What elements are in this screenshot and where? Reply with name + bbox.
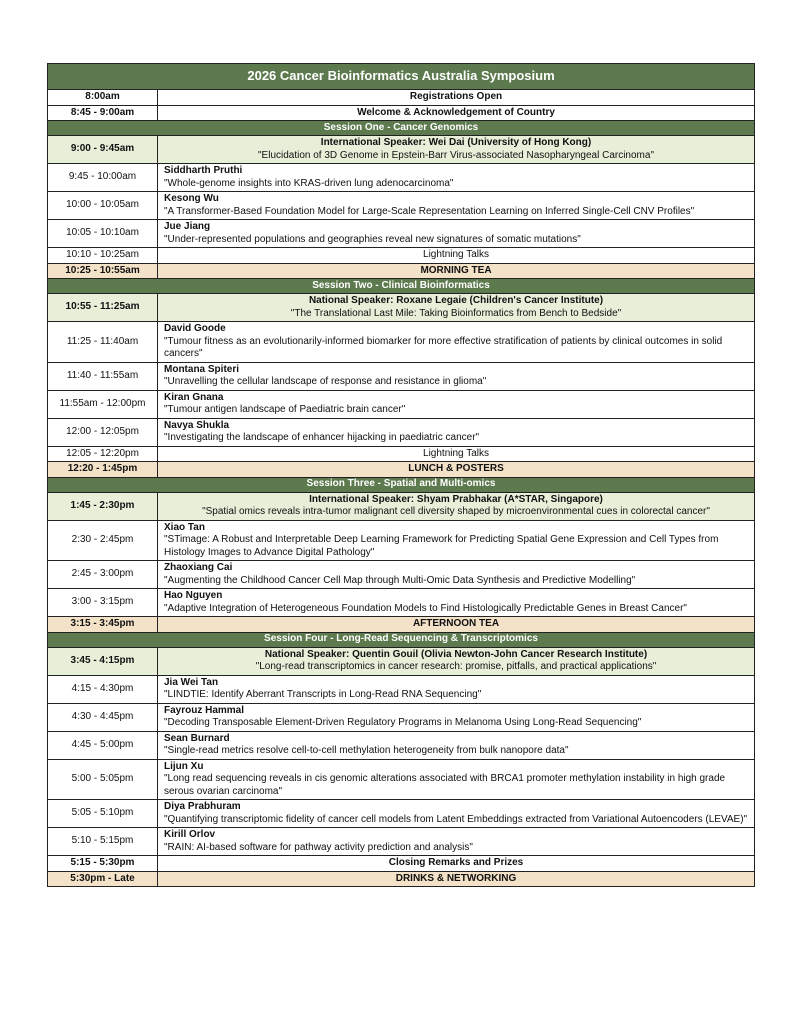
schedule-row xyxy=(48,294,755,322)
keynote-cell xyxy=(158,294,755,322)
speaker-name: David Goode xyxy=(164,323,226,334)
schedule-row xyxy=(48,248,755,264)
talk-cell xyxy=(158,362,755,390)
schedule-row xyxy=(48,800,755,828)
time-cell: 5:05 - 5:10pm xyxy=(48,800,158,828)
speaker-name: Montana Spiteri xyxy=(164,363,240,375)
talk-title: "Decoding Transposable Element-Driven Regulatory Programs in Melanoma Using Long-Read Sequencing" xyxy=(164,717,642,728)
talk-title: "Long read sequencing reveals in cis genomic alterations associated with BRCA1 promoter methylation instability in high grade serous ovarian carcinoma" xyxy=(164,773,726,797)
speaker-name: Hao Nguyen xyxy=(164,590,223,601)
time-cell: 10:00 - 10:05am xyxy=(48,192,158,220)
talk-title: "Unravelling the cellular landscape of response and resistance in glioma" xyxy=(164,376,487,387)
talk-cell xyxy=(158,589,755,617)
time-cell: 5:30pm - Late xyxy=(48,871,158,887)
time-cell: 3:00 - 3:15pm xyxy=(48,589,158,617)
schedule-row xyxy=(48,828,755,856)
event-cell: LUNCH & POSTERS xyxy=(158,462,755,478)
talk-title: "Adaptive Integration of Heterogeneous Foundation Models to Find Histologically Predictable Genes in Breast Cancer" xyxy=(164,602,687,614)
session-title: Session Four - Long-Read Sequencing & Transcriptomics xyxy=(48,632,755,647)
event-cell: MORNING TEA xyxy=(158,263,755,279)
speaker-name: Jue Jiang xyxy=(164,221,211,232)
talk-cell xyxy=(158,418,755,446)
schedule-row xyxy=(48,856,755,872)
speaker-name: Jia Wei Tan xyxy=(164,676,219,688)
schedule-row xyxy=(48,322,755,363)
talk-cell xyxy=(158,800,755,828)
session-header-row xyxy=(48,477,755,492)
keynote-cell xyxy=(158,647,755,675)
session-header-row xyxy=(48,121,755,136)
time-cell: 12:05 - 12:20pm xyxy=(48,446,158,462)
session-header-row xyxy=(48,279,755,294)
time-cell: 4:45 - 5:00pm xyxy=(48,731,158,759)
schedule-row xyxy=(48,871,755,887)
speaker-name: International Speaker: Shyam Prabhakar (A*STAR, Singapore) xyxy=(309,493,603,505)
time-cell: 5:15 - 5:30pm xyxy=(48,856,158,872)
time-cell: 9:00 - 9:45am xyxy=(48,136,158,164)
time-cell: 12:20 - 1:45pm xyxy=(48,462,158,478)
speaker-name: Kesong Wu xyxy=(164,193,219,204)
session-title: Session Two - Clinical Bioinformatics xyxy=(48,279,755,294)
talk-cell xyxy=(158,520,755,561)
talk-cell xyxy=(158,390,755,418)
speaker-name: Xiao Tan xyxy=(164,521,205,533)
talk-cell xyxy=(158,731,755,759)
event-cell: Lightning Talks xyxy=(158,248,755,264)
schedule-row xyxy=(48,731,755,759)
event-cell: Lightning Talks xyxy=(158,446,755,462)
schedule-row xyxy=(48,492,755,520)
talk-title: "Whole-genome insights into KRAS-driven lung adenocarcinoma" xyxy=(164,177,454,189)
talk-title: "A Transformer-Based Foundation Model for Large-Scale Representation Learning on Inferred Single-Cell CNV Profiles" xyxy=(164,205,695,217)
time-cell: 3:45 - 4:15pm xyxy=(48,647,158,675)
talk-title: "Augmenting the Childhood Cancer Cell Map through Multi-Omic Data Synthesis and Predictive Modelling" xyxy=(164,574,636,586)
talk-cell xyxy=(158,759,755,800)
time-cell: 10:10 - 10:25am xyxy=(48,248,158,264)
schedule-row xyxy=(48,759,755,800)
schedule-row xyxy=(48,617,755,633)
talk-title: "Under-represented populations and geographies reveal new signatures of somatic mutations" xyxy=(164,233,581,245)
speaker-name: Diya Prabhuram xyxy=(164,801,241,812)
time-cell: 10:25 - 10:55am xyxy=(48,263,158,279)
keynote-cell xyxy=(158,492,755,520)
time-cell: 11:25 - 11:40am xyxy=(48,322,158,363)
time-cell: 8:45 - 9:00am xyxy=(48,105,158,121)
talk-title: "Quantifying transcriptomic fidelity of cancer cell models from Latent Embeddings extracted from Variational Autoencoders (LEVAE)" xyxy=(164,813,748,825)
talk-cell xyxy=(158,164,755,192)
talk-cell xyxy=(158,561,755,589)
schedule-row xyxy=(48,446,755,462)
keynote-cell xyxy=(158,136,755,164)
talk-title: "Single-read metrics resolve cell-to-cell methylation heterogeneity from bulk nanopore data" xyxy=(164,745,569,756)
time-cell: 4:30 - 4:45pm xyxy=(48,703,158,731)
schedule-row xyxy=(48,192,755,220)
session-header-row xyxy=(48,632,755,647)
schedule-row xyxy=(48,220,755,248)
time-cell: 5:10 - 5:15pm xyxy=(48,828,158,856)
time-cell: 12:00 - 12:05pm xyxy=(48,418,158,446)
schedule-row xyxy=(48,589,755,617)
event-cell: DRINKS & NETWORKING xyxy=(158,871,755,887)
speaker-name: Kirill Orlov xyxy=(164,829,216,840)
event-cell: Registrations Open xyxy=(158,90,755,106)
event-cell: Welcome & Acknowledgement of Country xyxy=(158,105,755,121)
talk-title: "Long-read transcriptomics in cancer research: promise, pitfalls, and practical applications" xyxy=(255,661,657,672)
schedule-table xyxy=(47,63,755,887)
talk-title: "Investigating the landscape of enhancer hijacking in paediatric cancer" xyxy=(164,432,480,443)
time-cell: 10:55 - 11:25am xyxy=(48,294,158,322)
title-row xyxy=(48,64,755,90)
time-cell: 3:15 - 3:45pm xyxy=(48,617,158,633)
time-cell: 11:55am - 12:00pm xyxy=(48,390,158,418)
schedule-row xyxy=(48,675,755,703)
time-cell: 1:45 - 2:30pm xyxy=(48,492,158,520)
speaker-name: Navya Shukla xyxy=(164,419,230,431)
time-cell: 10:05 - 10:10am xyxy=(48,220,158,248)
schedule-row xyxy=(48,520,755,561)
talk-cell xyxy=(158,322,755,363)
time-cell: 8:00am xyxy=(48,90,158,106)
speaker-name: Zhaoxiang Cai xyxy=(164,562,233,573)
speaker-name: Sean Burnard xyxy=(164,732,230,744)
speaker-name: Kiran Gnana xyxy=(164,391,224,403)
talk-title: "Tumour antigen landscape of Paediatric brain cancer" xyxy=(164,404,406,415)
talk-title: "The Translational Last Mile: Taking Bioinformatics from Bench to Bedside" xyxy=(290,307,622,319)
schedule-row xyxy=(48,418,755,446)
schedule-row xyxy=(48,362,755,390)
schedule-row xyxy=(48,136,755,164)
talk-title: "RAIN: AI-based software for pathway activity prediction and analysis" xyxy=(164,841,473,853)
time-cell: 2:30 - 2:45pm xyxy=(48,520,158,561)
schedule-row xyxy=(48,561,755,589)
speaker-name: National Speaker: Quentin Gouil (Olivia Newton-John Cancer Research Institute) xyxy=(264,648,648,660)
talk-cell xyxy=(158,703,755,731)
time-cell: 5:00 - 5:05pm xyxy=(48,759,158,800)
talk-cell xyxy=(158,675,755,703)
session-title: Session One - Cancer Genomics xyxy=(48,121,755,136)
schedule-row xyxy=(48,390,755,418)
time-cell: 4:15 - 4:30pm xyxy=(48,675,158,703)
schedule-row xyxy=(48,647,755,675)
talk-title: "Tumour fitness as an evolutionarily-informed biomarker for more effective stratification of patients by clinical outcomes in solid cancers" xyxy=(164,335,723,359)
schedule-row xyxy=(48,263,755,279)
speaker-name: Lijun Xu xyxy=(164,760,204,772)
speaker-name: National Speaker: Roxane Legaie (Children's Cancer Institute) xyxy=(308,295,604,306)
talk-cell xyxy=(158,192,755,220)
talk-title: "STimage: A Robust and Interpretable Deep Learning Framework for Predicting Spatial Gene Expression and Cell Types from Histology Images to Advance Digital Pathology" xyxy=(164,534,719,558)
time-cell: 11:40 - 11:55am xyxy=(48,362,158,390)
time-cell: 9:45 - 10:00am xyxy=(48,164,158,192)
schedule-row xyxy=(48,462,755,478)
session-title: Session Three - Spatial and Multi-omics xyxy=(48,477,755,492)
symposium-title: 2026 Cancer Bioinformatics Australia Symposium xyxy=(48,64,755,90)
event-cell: Closing Remarks and Prizes xyxy=(158,856,755,872)
talk-title: "Elucidation of 3D Genome in Epstein-Barr Virus-associated Nasopharyngeal Carcinoma" xyxy=(258,149,655,161)
schedule-row xyxy=(48,703,755,731)
speaker-name: Fayrouz Hammal xyxy=(164,704,245,716)
schedule-row xyxy=(48,164,755,192)
talk-cell xyxy=(158,828,755,856)
speaker-name: International Speaker: Wei Dai (University of Hong Kong) xyxy=(320,137,592,148)
talk-title: "Spatial omics reveals intra-tumor malignant cell diversity shaped by microenvironmental cues in colorectal cancer" xyxy=(202,506,710,517)
speaker-name: Siddharth Pruthi xyxy=(164,165,243,176)
schedule-row xyxy=(48,105,755,121)
time-cell: 2:45 - 3:00pm xyxy=(48,561,158,589)
talk-title: "LINDTIE: Identify Aberrant Transcripts in Long-Read RNA Sequencing" xyxy=(164,689,482,700)
event-cell: AFTERNOON TEA xyxy=(158,617,755,633)
schedule-row xyxy=(48,90,755,106)
talk-cell xyxy=(158,220,755,248)
